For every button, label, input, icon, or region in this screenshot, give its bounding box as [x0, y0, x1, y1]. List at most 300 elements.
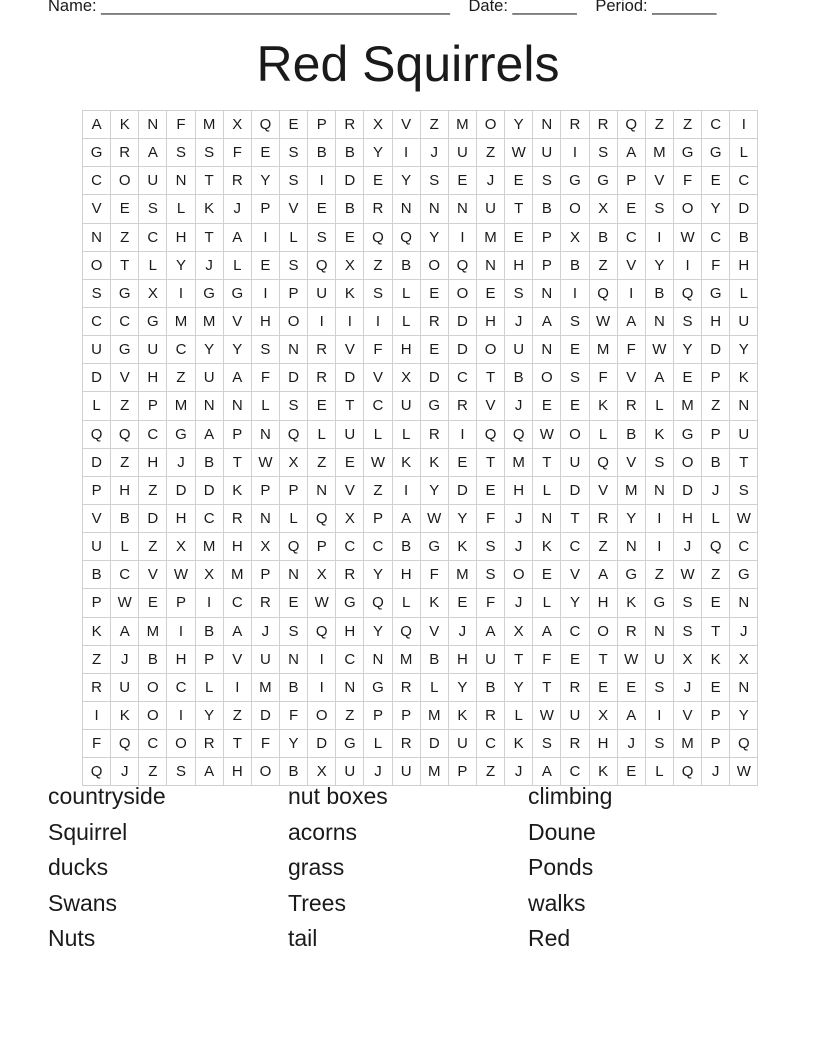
grid-cell[interactable]: B	[279, 758, 307, 786]
grid-cell[interactable]: N	[195, 392, 223, 420]
grid-cell[interactable]: N	[730, 673, 758, 701]
grid-cell[interactable]: A	[617, 139, 645, 167]
grid-cell[interactable]: O	[420, 251, 448, 279]
grid-cell[interactable]: Q	[392, 617, 420, 645]
grid-cell[interactable]: Z	[589, 251, 617, 279]
grid-cell[interactable]: R	[251, 589, 279, 617]
grid-cell[interactable]: U	[448, 139, 476, 167]
grid-cell[interactable]: A	[223, 364, 251, 392]
grid-cell[interactable]: B	[702, 448, 730, 476]
grid-cell[interactable]: I	[167, 701, 195, 729]
grid-cell[interactable]: T	[533, 448, 561, 476]
grid-cell[interactable]: K	[111, 111, 139, 139]
grid-cell[interactable]: G	[420, 533, 448, 561]
grid-cell[interactable]: G	[111, 279, 139, 307]
grid-cell[interactable]: U	[730, 307, 758, 335]
grid-cell[interactable]: P	[308, 111, 336, 139]
grid-cell[interactable]: G	[83, 139, 111, 167]
grid-cell[interactable]: Y	[223, 336, 251, 364]
grid-cell[interactable]: O	[561, 420, 589, 448]
grid-cell[interactable]: D	[308, 730, 336, 758]
grid-cell[interactable]: Q	[364, 223, 392, 251]
grid-cell[interactable]: B	[420, 645, 448, 673]
grid-cell[interactable]: Y	[420, 223, 448, 251]
grid-cell[interactable]: R	[561, 673, 589, 701]
grid-cell[interactable]: X	[730, 645, 758, 673]
grid-cell[interactable]: W	[589, 307, 617, 335]
grid-cell[interactable]: Y	[730, 336, 758, 364]
grid-cell[interactable]: G	[561, 167, 589, 195]
grid-cell[interactable]: C	[730, 167, 758, 195]
grid-cell[interactable]: S	[476, 533, 504, 561]
grid-cell[interactable]: T	[505, 195, 533, 223]
grid-cell[interactable]: R	[364, 195, 392, 223]
grid-cell[interactable]: J	[448, 617, 476, 645]
grid-cell[interactable]: A	[476, 617, 504, 645]
grid-cell[interactable]: W	[673, 561, 701, 589]
grid-cell[interactable]: Z	[223, 701, 251, 729]
grid-cell[interactable]: V	[589, 476, 617, 504]
grid-cell[interactable]: Z	[673, 111, 701, 139]
grid-cell[interactable]: L	[730, 139, 758, 167]
grid-cell[interactable]: U	[533, 139, 561, 167]
grid-cell[interactable]: X	[223, 111, 251, 139]
grid-cell[interactable]: L	[279, 223, 307, 251]
grid-cell[interactable]: G	[223, 279, 251, 307]
grid-cell[interactable]: J	[364, 758, 392, 786]
grid-cell[interactable]: N	[730, 589, 758, 617]
grid-cell[interactable]: J	[505, 533, 533, 561]
grid-cell[interactable]: S	[167, 139, 195, 167]
grid-cell[interactable]: K	[392, 448, 420, 476]
grid-cell[interactable]: D	[251, 701, 279, 729]
grid-cell[interactable]: N	[336, 673, 364, 701]
grid-cell[interactable]: R	[617, 392, 645, 420]
grid-cell[interactable]: Q	[673, 758, 701, 786]
grid-cell[interactable]: Q	[279, 420, 307, 448]
grid-cell[interactable]: L	[392, 589, 420, 617]
grid-cell[interactable]: R	[420, 307, 448, 335]
grid-cell[interactable]: U	[645, 645, 673, 673]
grid-cell[interactable]: O	[561, 195, 589, 223]
grid-cell[interactable]: A	[195, 420, 223, 448]
grid-cell[interactable]: U	[476, 195, 504, 223]
grid-cell[interactable]: I	[645, 533, 673, 561]
grid-cell[interactable]: V	[223, 645, 251, 673]
grid-cell[interactable]: Y	[364, 617, 392, 645]
grid-cell[interactable]: N	[223, 392, 251, 420]
grid-cell[interactable]: P	[533, 251, 561, 279]
grid-cell[interactable]: N	[139, 111, 167, 139]
grid-cell[interactable]: X	[308, 561, 336, 589]
grid-cell[interactable]: U	[139, 167, 167, 195]
grid-cell[interactable]: E	[533, 392, 561, 420]
grid-cell[interactable]: A	[223, 223, 251, 251]
grid-cell[interactable]: O	[167, 730, 195, 758]
grid-cell[interactable]: M	[420, 701, 448, 729]
grid-cell[interactable]: G	[139, 307, 167, 335]
grid-cell[interactable]: K	[448, 533, 476, 561]
grid-cell[interactable]: Q	[251, 111, 279, 139]
grid-cell[interactable]: E	[111, 195, 139, 223]
grid-cell[interactable]: H	[730, 251, 758, 279]
grid-cell[interactable]: E	[308, 195, 336, 223]
grid-cell[interactable]: P	[83, 589, 111, 617]
grid-cell[interactable]: L	[279, 504, 307, 532]
grid-cell[interactable]: Y	[673, 336, 701, 364]
grid-cell[interactable]: D	[83, 448, 111, 476]
grid-cell[interactable]: S	[561, 364, 589, 392]
grid-cell[interactable]: R	[420, 420, 448, 448]
grid-cell[interactable]: M	[420, 758, 448, 786]
grid-cell[interactable]: G	[336, 589, 364, 617]
grid-cell[interactable]: N	[645, 476, 673, 504]
grid-cell[interactable]: X	[392, 364, 420, 392]
grid-cell[interactable]: G	[645, 589, 673, 617]
grid-cell[interactable]: M	[195, 533, 223, 561]
grid-cell[interactable]: B	[195, 448, 223, 476]
grid-cell[interactable]: X	[167, 533, 195, 561]
grid-cell[interactable]: Q	[279, 533, 307, 561]
grid-cell[interactable]: Z	[702, 561, 730, 589]
grid-cell[interactable]: K	[448, 701, 476, 729]
grid-cell[interactable]: F	[673, 167, 701, 195]
grid-cell[interactable]: C	[561, 533, 589, 561]
grid-cell[interactable]: A	[617, 701, 645, 729]
grid-cell[interactable]: B	[392, 533, 420, 561]
grid-cell[interactable]: H	[505, 476, 533, 504]
grid-cell[interactable]: P	[392, 701, 420, 729]
grid-cell[interactable]: J	[617, 730, 645, 758]
grid-cell[interactable]: L	[364, 420, 392, 448]
grid-cell[interactable]: Q	[111, 420, 139, 448]
grid-cell[interactable]: L	[533, 589, 561, 617]
grid-cell[interactable]: X	[308, 758, 336, 786]
grid-cell[interactable]: O	[251, 758, 279, 786]
grid-cell[interactable]: E	[448, 589, 476, 617]
grid-cell[interactable]: Q	[83, 420, 111, 448]
grid-cell[interactable]: H	[702, 307, 730, 335]
grid-cell[interactable]: B	[645, 279, 673, 307]
grid-cell[interactable]: R	[392, 730, 420, 758]
grid-cell[interactable]: Q	[589, 279, 617, 307]
grid-cell[interactable]: W	[111, 589, 139, 617]
grid-cell[interactable]: A	[533, 758, 561, 786]
grid-cell[interactable]: N	[533, 336, 561, 364]
grid-cell[interactable]: L	[308, 420, 336, 448]
grid-cell[interactable]: C	[561, 617, 589, 645]
grid-cell[interactable]: L	[392, 307, 420, 335]
grid-cell[interactable]: P	[279, 476, 307, 504]
grid-cell[interactable]: G	[195, 279, 223, 307]
grid-cell[interactable]: P	[702, 730, 730, 758]
grid-cell[interactable]: W	[251, 448, 279, 476]
grid-cell[interactable]: F	[420, 561, 448, 589]
grid-cell[interactable]: C	[561, 758, 589, 786]
grid-cell[interactable]: E	[251, 139, 279, 167]
grid-cell[interactable]: U	[476, 645, 504, 673]
grid-cell[interactable]: A	[392, 504, 420, 532]
grid-cell[interactable]: V	[392, 111, 420, 139]
grid-cell[interactable]: F	[476, 504, 504, 532]
grid-cell[interactable]: Y	[645, 251, 673, 279]
grid-cell[interactable]: X	[195, 561, 223, 589]
grid-cell[interactable]: Z	[364, 251, 392, 279]
grid-cell[interactable]: J	[420, 139, 448, 167]
grid-cell[interactable]: I	[83, 701, 111, 729]
grid-cell[interactable]: C	[476, 730, 504, 758]
grid-cell[interactable]: S	[673, 307, 701, 335]
grid-cell[interactable]: J	[673, 533, 701, 561]
grid-cell[interactable]: E	[561, 392, 589, 420]
grid-cell[interactable]: Z	[645, 111, 673, 139]
grid-cell[interactable]: S	[420, 167, 448, 195]
grid-cell[interactable]: Z	[308, 448, 336, 476]
grid-cell[interactable]: Y	[251, 167, 279, 195]
grid-cell[interactable]: E	[251, 251, 279, 279]
grid-cell[interactable]: L	[702, 504, 730, 532]
grid-cell[interactable]: K	[617, 589, 645, 617]
grid-cell[interactable]: C	[223, 589, 251, 617]
grid-cell[interactable]: C	[448, 364, 476, 392]
grid-cell[interactable]: R	[111, 139, 139, 167]
grid-cell[interactable]: R	[308, 336, 336, 364]
grid-cell[interactable]: K	[533, 533, 561, 561]
grid-cell[interactable]: W	[730, 758, 758, 786]
grid-cell[interactable]: V	[476, 392, 504, 420]
grid-cell[interactable]: E	[561, 645, 589, 673]
grid-cell[interactable]: L	[589, 420, 617, 448]
grid-cell[interactable]: T	[505, 645, 533, 673]
grid-cell[interactable]: S	[589, 139, 617, 167]
grid-cell[interactable]: C	[336, 533, 364, 561]
grid-cell[interactable]: T	[336, 392, 364, 420]
grid-cell[interactable]: C	[111, 561, 139, 589]
grid-cell[interactable]: H	[589, 730, 617, 758]
grid-cell[interactable]: V	[83, 504, 111, 532]
grid-cell[interactable]: I	[392, 476, 420, 504]
grid-cell[interactable]: U	[251, 645, 279, 673]
grid-cell[interactable]: R	[476, 701, 504, 729]
grid-cell[interactable]: T	[702, 617, 730, 645]
grid-cell[interactable]: T	[223, 448, 251, 476]
grid-cell[interactable]: F	[589, 364, 617, 392]
grid-cell[interactable]: E	[702, 589, 730, 617]
grid-cell[interactable]: C	[83, 167, 111, 195]
grid-cell[interactable]: S	[279, 251, 307, 279]
grid-cell[interactable]: B	[730, 223, 758, 251]
grid-cell[interactable]: O	[589, 617, 617, 645]
grid-cell[interactable]: U	[139, 336, 167, 364]
grid-cell[interactable]: Q	[308, 251, 336, 279]
grid-cell[interactable]: L	[533, 476, 561, 504]
grid-cell[interactable]: X	[561, 223, 589, 251]
grid-cell[interactable]: Y	[730, 701, 758, 729]
grid-cell[interactable]: P	[308, 533, 336, 561]
grid-cell[interactable]: K	[420, 448, 448, 476]
grid-cell[interactable]: R	[83, 673, 111, 701]
grid-cell[interactable]: N	[645, 307, 673, 335]
grid-cell[interactable]: N	[279, 336, 307, 364]
grid-cell[interactable]: I	[645, 223, 673, 251]
grid-cell[interactable]: K	[589, 392, 617, 420]
grid-cell[interactable]: L	[420, 673, 448, 701]
grid-cell[interactable]: U	[392, 392, 420, 420]
grid-cell[interactable]: U	[308, 279, 336, 307]
grid-cell[interactable]: G	[167, 420, 195, 448]
grid-cell[interactable]: U	[111, 673, 139, 701]
grid-cell[interactable]: N	[251, 504, 279, 532]
grid-cell[interactable]: O	[448, 279, 476, 307]
grid-cell[interactable]: M	[167, 392, 195, 420]
grid-cell[interactable]: P	[702, 364, 730, 392]
grid-cell[interactable]: F	[167, 111, 195, 139]
grid-cell[interactable]: M	[448, 561, 476, 589]
grid-cell[interactable]: N	[279, 645, 307, 673]
grid-cell[interactable]: R	[589, 504, 617, 532]
grid-cell[interactable]: A	[533, 307, 561, 335]
grid-cell[interactable]: Z	[139, 476, 167, 504]
grid-cell[interactable]: G	[702, 139, 730, 167]
grid-cell[interactable]: M	[139, 617, 167, 645]
grid-cell[interactable]: L	[167, 195, 195, 223]
grid-cell[interactable]: K	[111, 701, 139, 729]
grid-cell[interactable]: B	[336, 195, 364, 223]
grid-cell[interactable]: M	[195, 307, 223, 335]
grid-cell[interactable]: U	[83, 533, 111, 561]
grid-cell[interactable]: U	[561, 701, 589, 729]
grid-cell[interactable]: R	[589, 111, 617, 139]
grid-cell[interactable]: D	[167, 476, 195, 504]
grid-cell[interactable]: I	[392, 139, 420, 167]
grid-cell[interactable]: E	[561, 336, 589, 364]
grid-cell[interactable]: G	[617, 561, 645, 589]
grid-cell[interactable]: R	[561, 111, 589, 139]
grid-cell[interactable]: R	[336, 561, 364, 589]
grid-cell[interactable]: M	[476, 223, 504, 251]
grid-cell[interactable]: X	[673, 645, 701, 673]
grid-cell[interactable]: G	[673, 420, 701, 448]
grid-cell[interactable]: M	[645, 139, 673, 167]
grid-cell[interactable]: S	[645, 195, 673, 223]
grid-cell[interactable]: V	[617, 448, 645, 476]
grid-cell[interactable]: C	[139, 420, 167, 448]
grid-cell[interactable]: D	[195, 476, 223, 504]
grid-cell[interactable]: B	[308, 139, 336, 167]
grid-cell[interactable]: L	[392, 420, 420, 448]
grid-cell[interactable]: Z	[139, 533, 167, 561]
grid-cell[interactable]: E	[364, 167, 392, 195]
grid-cell[interactable]: P	[167, 589, 195, 617]
grid-cell[interactable]: E	[139, 589, 167, 617]
grid-cell[interactable]: D	[83, 364, 111, 392]
grid-cell[interactable]: D	[730, 195, 758, 223]
grid-cell[interactable]: V	[364, 364, 392, 392]
grid-cell[interactable]: D	[336, 364, 364, 392]
grid-cell[interactable]: B	[589, 223, 617, 251]
grid-cell[interactable]: I	[308, 645, 336, 673]
grid-cell[interactable]: Z	[645, 561, 673, 589]
grid-cell[interactable]: S	[505, 279, 533, 307]
grid-cell[interactable]: P	[223, 420, 251, 448]
grid-cell[interactable]: U	[505, 336, 533, 364]
grid-cell[interactable]: R	[392, 673, 420, 701]
grid-cell[interactable]: V	[420, 617, 448, 645]
grid-cell[interactable]: C	[167, 673, 195, 701]
grid-cell[interactable]: U	[83, 336, 111, 364]
grid-cell[interactable]: H	[392, 336, 420, 364]
grid-cell[interactable]: S	[645, 448, 673, 476]
grid-cell[interactable]: Z	[476, 139, 504, 167]
grid-cell[interactable]: N	[617, 533, 645, 561]
grid-cell[interactable]: Y	[448, 504, 476, 532]
grid-cell[interactable]: Q	[673, 279, 701, 307]
grid-cell[interactable]: R	[223, 504, 251, 532]
grid-cell[interactable]: L	[251, 392, 279, 420]
grid-cell[interactable]: Q	[392, 223, 420, 251]
grid-cell[interactable]: G	[111, 336, 139, 364]
grid-cell[interactable]: V	[617, 251, 645, 279]
grid-cell[interactable]: P	[83, 476, 111, 504]
grid-cell[interactable]: C	[364, 392, 392, 420]
grid-cell[interactable]: S	[730, 476, 758, 504]
grid-cell[interactable]: Z	[702, 392, 730, 420]
grid-cell[interactable]: V	[336, 476, 364, 504]
grid-cell[interactable]: C	[139, 730, 167, 758]
grid-cell[interactable]: R	[448, 392, 476, 420]
grid-cell[interactable]: H	[223, 533, 251, 561]
grid-cell[interactable]: D	[336, 167, 364, 195]
grid-cell[interactable]: Y	[364, 139, 392, 167]
grid-cell[interactable]: R	[561, 730, 589, 758]
grid-cell[interactable]: U	[195, 364, 223, 392]
grid-cell[interactable]: R	[617, 617, 645, 645]
grid-cell[interactable]: G	[336, 730, 364, 758]
grid-cell[interactable]: O	[673, 448, 701, 476]
grid-cell[interactable]: I	[645, 504, 673, 532]
grid-cell[interactable]: J	[673, 673, 701, 701]
grid-cell[interactable]: K	[336, 279, 364, 307]
grid-cell[interactable]: C	[139, 223, 167, 251]
grid-cell[interactable]: G	[730, 561, 758, 589]
grid-cell[interactable]: I	[308, 307, 336, 335]
grid-cell[interactable]: I	[448, 223, 476, 251]
grid-cell[interactable]: H	[251, 307, 279, 335]
grid-cell[interactable]: W	[167, 561, 195, 589]
grid-cell[interactable]: L	[195, 673, 223, 701]
grid-cell[interactable]: C	[195, 504, 223, 532]
grid-cell[interactable]: H	[336, 617, 364, 645]
grid-cell[interactable]: D	[673, 476, 701, 504]
grid-cell[interactable]: E	[617, 195, 645, 223]
grid-cell[interactable]: M	[251, 673, 279, 701]
grid-cell[interactable]: D	[139, 504, 167, 532]
grid-cell[interactable]: Q	[308, 504, 336, 532]
grid-cell[interactable]: W	[645, 336, 673, 364]
grid-cell[interactable]: M	[167, 307, 195, 335]
grid-cell[interactable]: F	[251, 730, 279, 758]
grid-cell[interactable]: Q	[83, 758, 111, 786]
grid-cell[interactable]: E	[420, 279, 448, 307]
grid-cell[interactable]: Z	[139, 758, 167, 786]
grid-cell[interactable]: J	[195, 251, 223, 279]
grid-cell[interactable]: L	[83, 392, 111, 420]
grid-cell[interactable]: D	[702, 336, 730, 364]
grid-cell[interactable]: O	[476, 336, 504, 364]
grid-cell[interactable]: F	[533, 645, 561, 673]
grid-cell[interactable]: C	[111, 307, 139, 335]
grid-cell[interactable]: E	[336, 223, 364, 251]
